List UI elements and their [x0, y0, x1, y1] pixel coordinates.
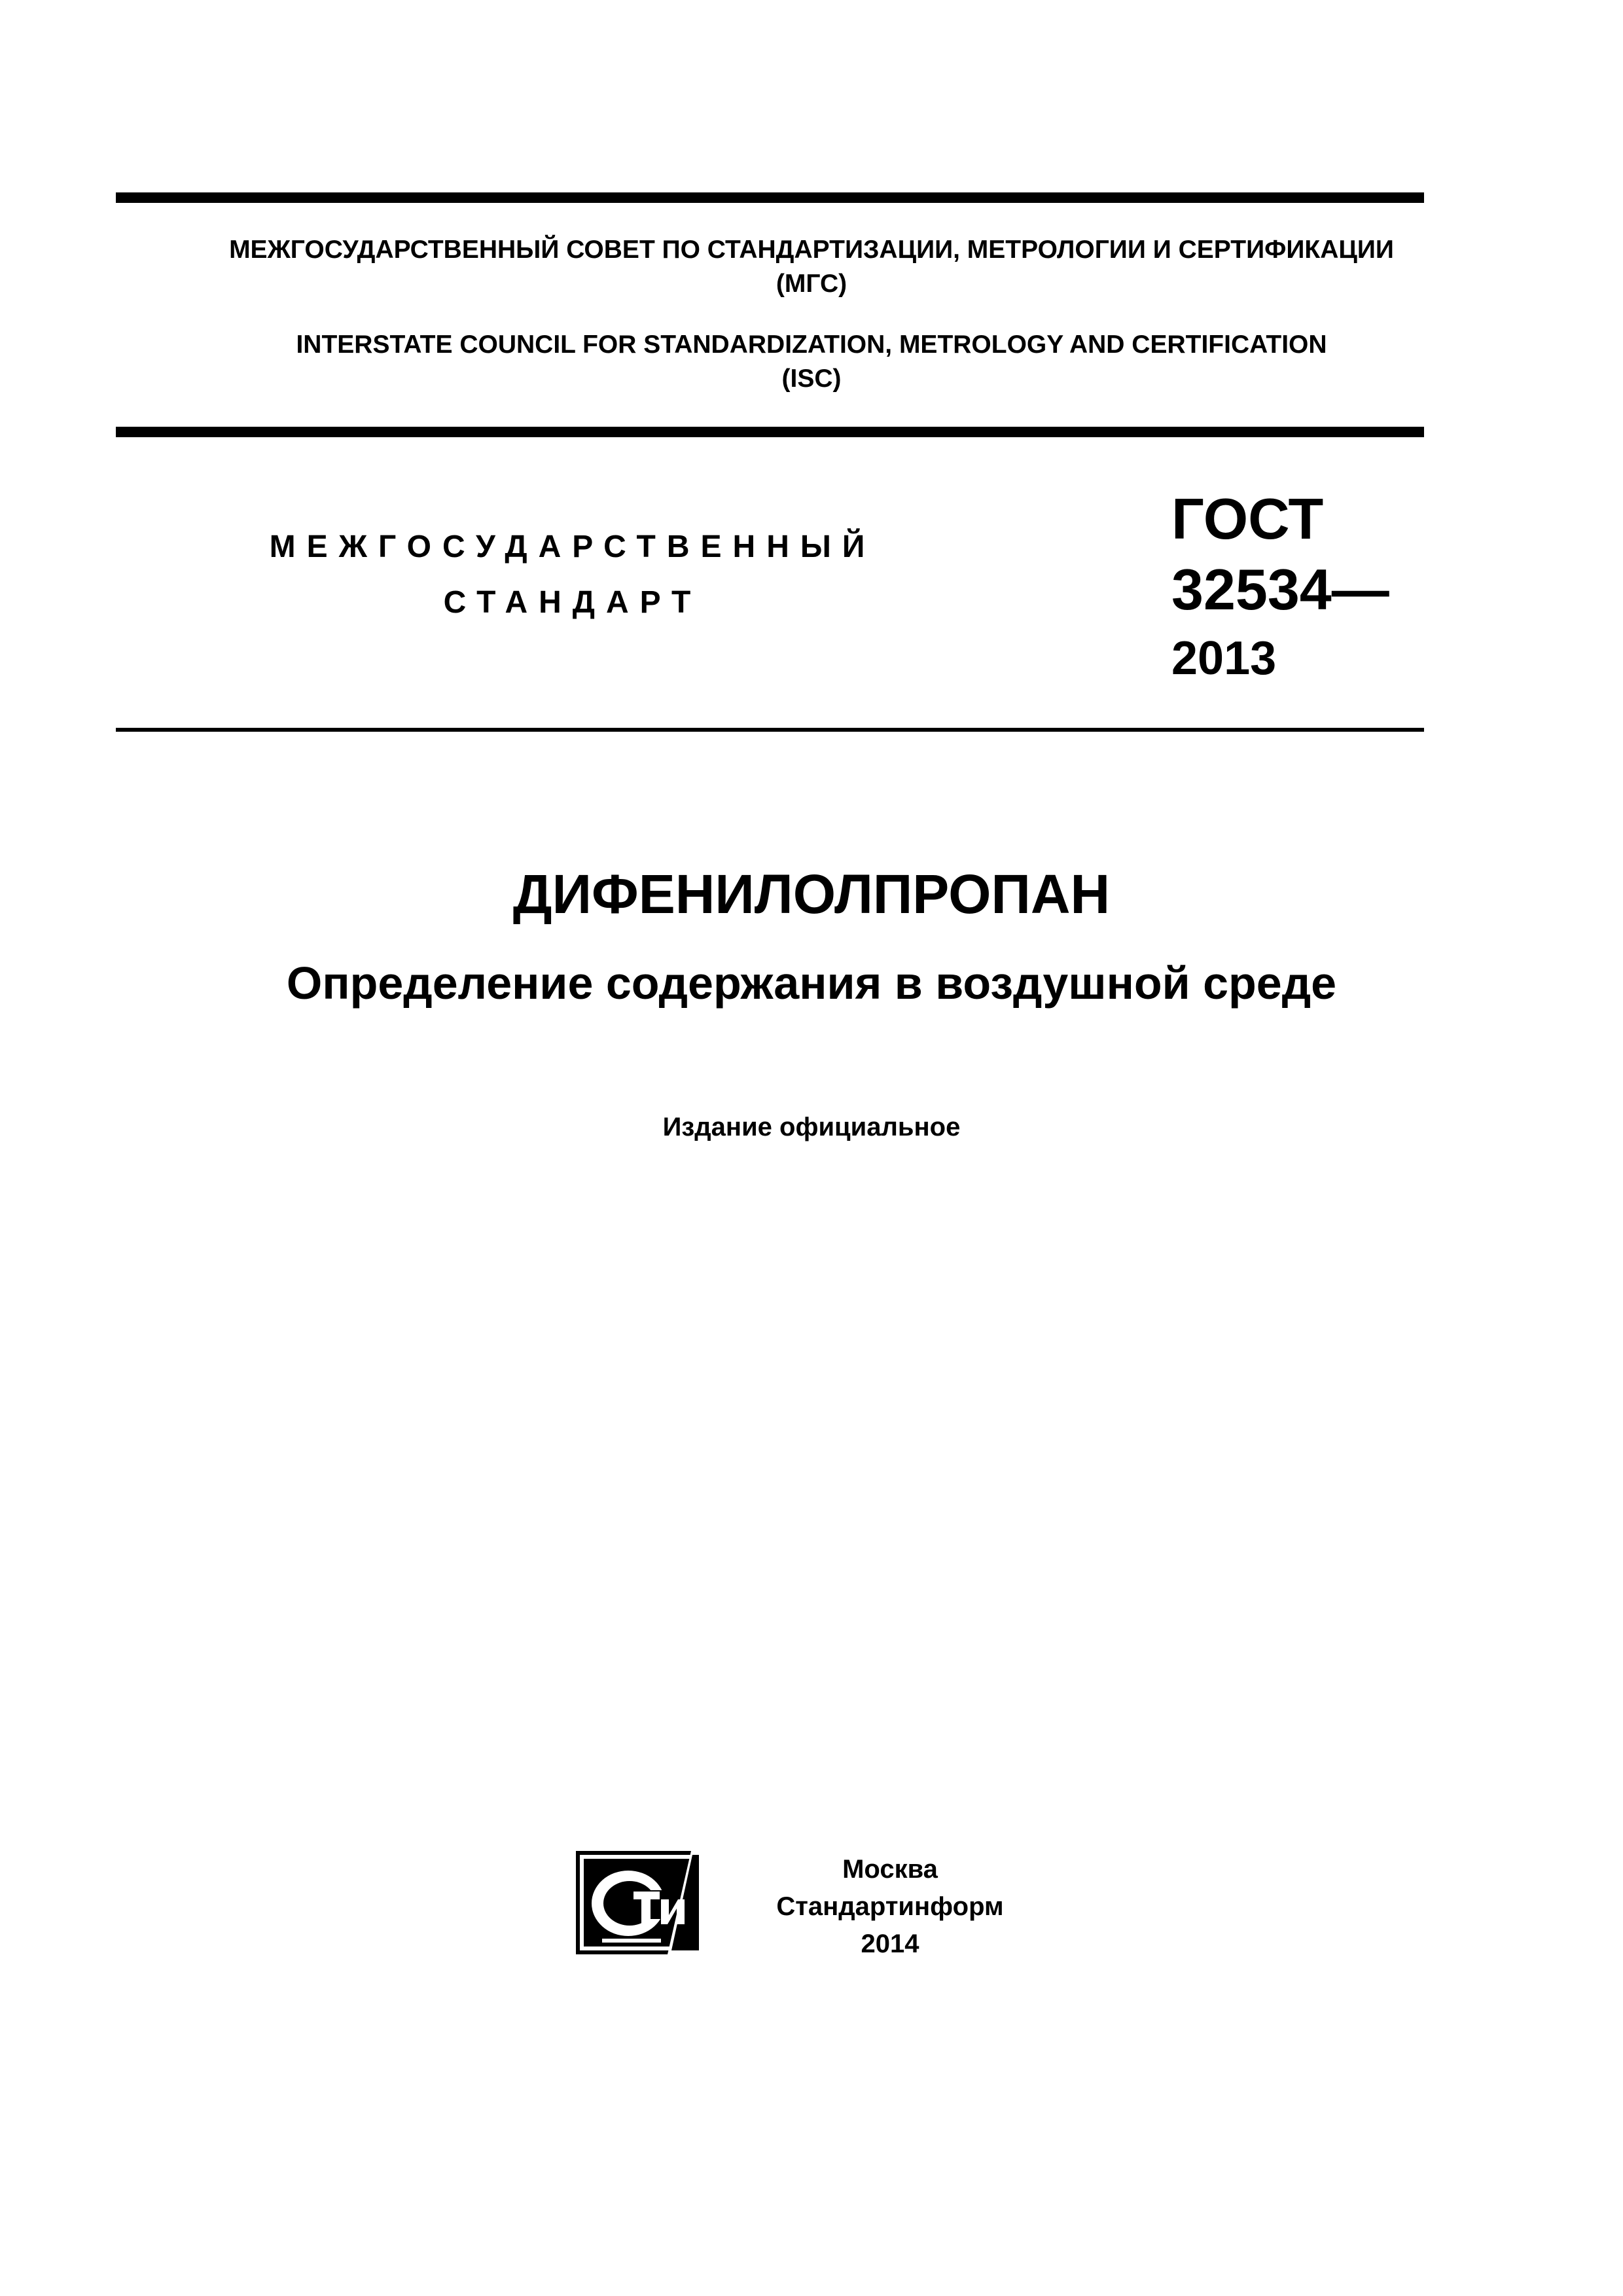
publisher-year: 2014 [861, 1929, 919, 1958]
edition-label: Издание официальное [662, 1113, 961, 1141]
standard-kind-line1: МЕЖГОСУДАРСТВЕННЫЙ [269, 529, 876, 564]
publisher-name: Стандартинформ [776, 1892, 1004, 1921]
council-abbr-en: (ISC) [781, 365, 842, 393]
gost-number: 32534— [1171, 557, 1389, 622]
document-title: ДИФЕНИЛОЛПРОПАН [512, 863, 1111, 925]
gost-label: ГОСТ [1171, 486, 1324, 551]
publisher-city: Москва [842, 1855, 938, 1884]
document-subtitle: Определение содержания в воздушной среде [286, 958, 1337, 1009]
council-name-ru: МЕЖГОСУДАРСТВЕННЫЙ СОВЕТ ПО СТАНДАРТИЗАЦИИ, МЕТРОЛОГИИ И СЕРТИФИКАЦИИ [229, 236, 1394, 264]
standard-kind-line2: СТАНДАРТ [443, 585, 702, 620]
second-thick-rule [116, 427, 1424, 437]
council-name-en: INTERSTATE COUNCIL FOR STANDARDIZATION, METROLOGY AND CERTIFICATION [296, 331, 1327, 359]
top-thick-rule [116, 192, 1424, 203]
gost-year: 2013 [1171, 632, 1277, 685]
thin-rule [116, 728, 1424, 732]
standartinform-logo-icon [576, 1851, 703, 1954]
council-abbr-ru: (МГС) [776, 270, 847, 298]
